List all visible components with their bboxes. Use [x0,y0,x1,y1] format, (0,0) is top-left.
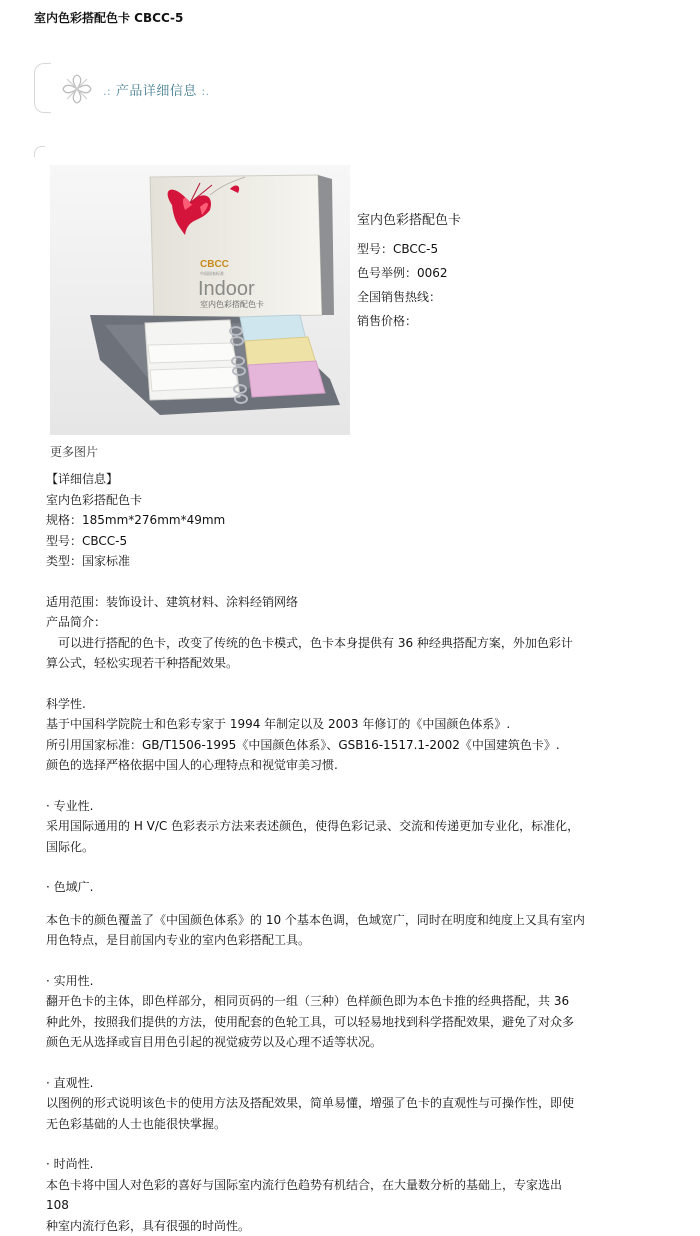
content-corner-mark [34,146,45,157]
cover-brand: CBCC [200,259,229,270]
intro-label: 产品简介： [46,612,586,633]
product-name: 室内色彩搭配色卡 [357,209,461,228]
fashion-line: 本色卡将中国人对色彩的喜好与国际室内流行色趋势有机结合，在大量数分析的基础上，专家选出 108 [46,1175,586,1216]
science-line: 所引用国家标准：GB/T1506-1995《中国颜色体系》、GSB16-1517.1-2002《中国建筑色卡》. [46,735,586,756]
detail-section [46,469,586,1236]
intuitive-title: · 直观性. [46,1073,586,1094]
header-suffix: :. [202,85,210,98]
pro-title: · 专业性. [46,796,586,817]
gamut-title: · 色域广. [46,877,586,898]
practical-title: · 实用性. [46,971,586,992]
product-sample: 色号举例：0062 [357,261,461,285]
more-images-link[interactable]: 更多图片 [50,443,98,460]
product-binder-photo[interactable] [50,165,350,435]
detail-spec: 规格：185mm*276mm*49mm [46,510,586,531]
fashion-title: · 时尚性. [46,1154,586,1175]
fashion-line: 种室内流行色彩，具有很强的时尚性。 [46,1216,586,1236]
pro-line: 采用国际通用的 H V/C 色彩表示方法来表述颜色，使得色彩记录、交流和传递更加专业化，标准化， [46,816,586,837]
header-prefix: .: [103,85,111,98]
page-title: 室内色彩搭配色卡 CBCC-5 [34,9,183,26]
header-text: 产品详细信息 [116,84,197,99]
section-header [34,63,284,113]
science-title: 科学性. [46,694,586,715]
intuitive-line: 无色彩基础的人士也能很快掌握。 [46,1114,586,1135]
science-line: 颜色的选择严格依据中国人的心理特点和视觉审美习惯. [46,755,586,776]
detail-type: 类型：国家标准 [46,551,586,572]
practical-line: 颜色无从选择或盲目用色引起的视觉疲劳以及心理不适等状况。 [46,1032,586,1053]
cover-title: 室内色彩搭配色卡 [200,299,264,309]
product-model: 型号：CBCC-5 [357,237,461,261]
cover-word: Indoor [198,278,255,300]
science-line: 基于中国科学院院士和色彩专家于 1994 年制定以及 2003 年修订的《中国颜色体系》. [46,714,586,735]
sales-hotline: 全国销售热线： [357,285,461,309]
intro-line: 算公式，轻松实现若干种搭配效果。 [46,653,586,674]
gamut-line: 本色卡的颜色覆盖了《中国颜色体系》的 10 个基本色调，色域宽广，同时在明度和纯度上又具有室内 [46,910,586,931]
intuitive-line: 以图例的形式说明该色卡的使用方法及搭配效果，简单易懂，增强了色卡的直观性与可操作性，即使 [46,1093,586,1114]
detail-scope: 适用范围：装饰设计、建筑材料、涂料经销网络 [46,592,586,613]
section-header-label [103,80,210,99]
sales-price: 销售价格： [357,309,461,333]
swatch-pink [248,361,325,397]
practical-line: 种此外，按照我们提供的方法，使用配套的色轮工具，可以轻易地找到科学搭配效果，避免了对众多 [46,1012,586,1033]
product-info [357,209,461,333]
cover-sub: 中国国家标准 [200,270,224,276]
header-bracket [34,63,51,113]
pro-line: 国际化。 [46,837,586,858]
practical-line: 翻开色卡的主体，即色样部分，相同页码的一组（三种）色样颜色即为本色卡推的经典搭配，共 36 [46,991,586,1012]
detail-model: 型号：CBCC-5 [46,531,586,552]
intro-line: 可以进行搭配的色卡，改变了传统的色卡模式，色卡本身提供有 36 种经典搭配方案，外加色彩计 [46,633,586,654]
detail-heading: 【详细信息】 [46,469,586,490]
flower-ornament-icon [62,74,92,104]
gamut-line: 用色特点，是目前国内专业的室内色彩搭配工具。 [46,930,586,951]
detail-name: 室内色彩搭配色卡 [46,490,586,511]
